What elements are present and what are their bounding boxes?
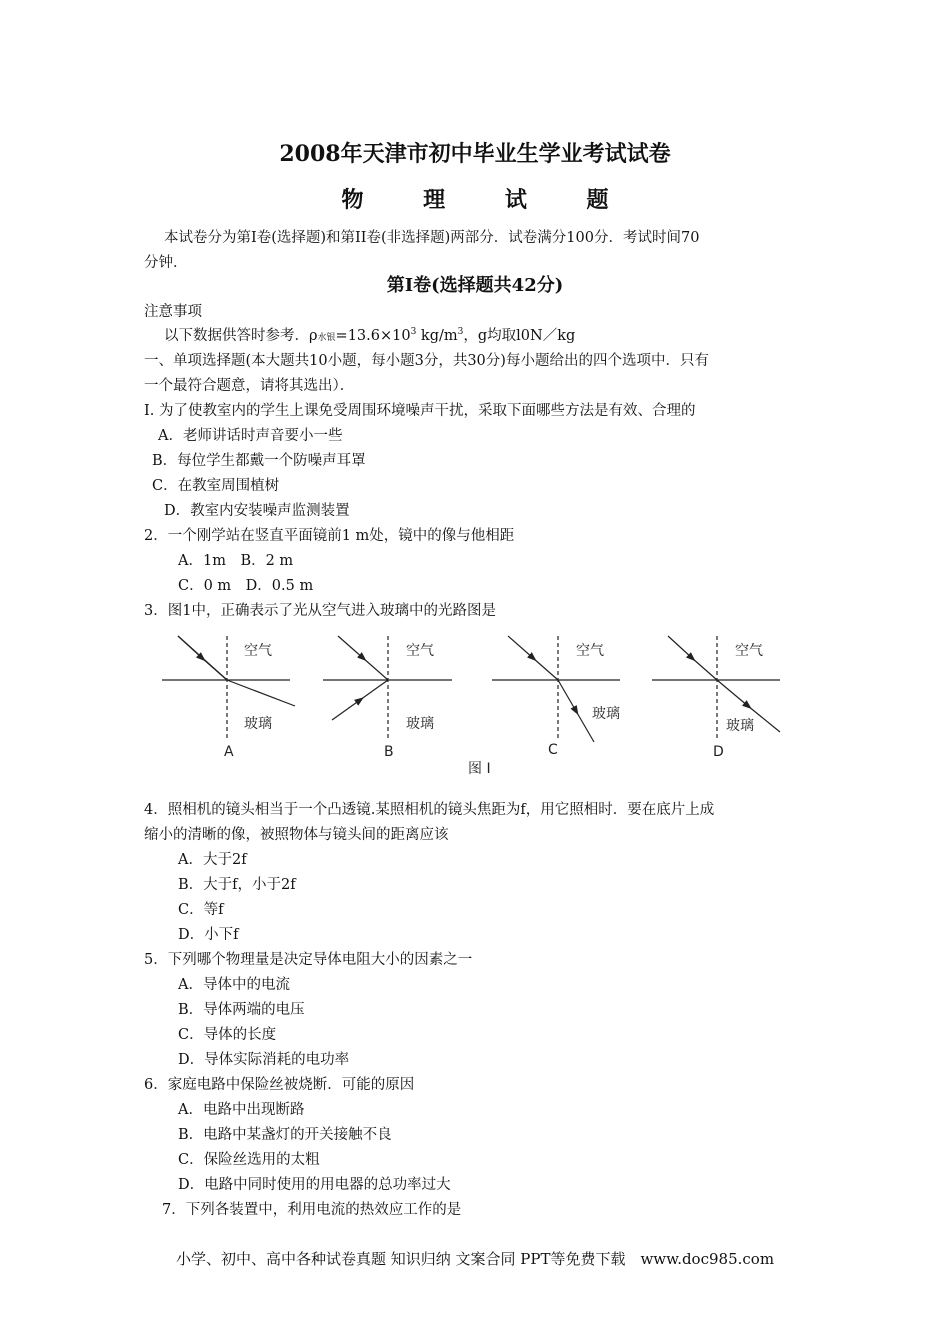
diagram-d-label: D — [713, 744, 724, 760]
q4-stem-line-1: 4．照相机的镜头相当于一个凸透镜.某照相机的镜头焦距为f，用它照相时．要在底片上成 — [144, 802, 715, 818]
diagram-b-label: B — [384, 744, 394, 760]
diagram-a-glass-label: 玻璃 — [244, 716, 272, 732]
notice-label: 注意事项 — [144, 304, 202, 320]
q5-option-b: B．导体两端的电压 — [178, 1002, 305, 1018]
part-1-instructions-line-2: 一个最符合题意，请将其选出）． — [144, 378, 355, 394]
q1-option-b: B．每位学生都戴一个防噪声耳罩 — [152, 453, 366, 469]
q2-options-ab: A．1m B．2 m — [178, 553, 294, 569]
q1-option-a: A．老师讲话时声音要小一些 — [158, 428, 343, 444]
q6-option-d: D．电路中同时使用的用电器的总功率过大 — [178, 1177, 451, 1193]
q6-option-a: A．电路中出现断路 — [178, 1102, 305, 1118]
q5-option-a: A．导体中的电流 — [178, 977, 290, 993]
diagram-b-air-label: 空气 — [406, 643, 434, 659]
reference-value: =13.6×10 — [335, 328, 411, 344]
diagram-c-air-label: 空气 — [576, 643, 604, 659]
q5-option-d: D．导体实际消耗的电功率 — [178, 1052, 350, 1068]
q1-option-c: C．在教室周围植树 — [152, 478, 280, 494]
q7-stem: 7．下列各装置中，利用电流的热效应工作的是 — [162, 1202, 462, 1218]
reference-sub: 水银 — [317, 333, 336, 343]
q5-stem: 5．下列哪个物理量是决定导体电阻大小的因素之一 — [144, 952, 473, 968]
diagram-b-glass-label: 玻璃 — [406, 716, 434, 732]
q6-option-b: B．电路中某盏灯的开关接触不良 — [178, 1127, 392, 1143]
q2-options-cd: C．0 m D．0.5 m — [178, 578, 314, 594]
q4-option-c: C．等f — [178, 902, 224, 918]
diagram-a-label: A — [224, 744, 234, 760]
reference-unit: kg/m — [416, 328, 458, 344]
intro-line-1: 本试卷分为第Ⅰ卷(选择题)和第II卷(非选择题)两部分．试卷满分100分．考试时间70 — [164, 230, 700, 246]
q6-stem: 6．家庭电路中保险丝被烧断．可能的原因 — [144, 1077, 415, 1093]
q4-stem-line-2: 缩小的清晰的像，被照物体与镜头间的距离应该 — [144, 827, 449, 843]
diagram-d-air-label: 空气 — [735, 643, 763, 659]
diagram-a — [162, 636, 295, 738]
diagram-c-label: C — [548, 742, 558, 758]
reference-unit-exp: 3 — [457, 327, 464, 338]
reference-prefix: 以下数据供答时参考．ρ — [164, 328, 318, 344]
diagram-c-glass-label: 玻璃 — [592, 706, 620, 722]
q4-option-d: D．小下f — [178, 927, 239, 943]
q5-option-c: C．导体的长度 — [178, 1027, 277, 1043]
q1-stem: I. 为了使教室内的学生上课免受周围环境噪声干扰，采取下面哪些方法是有效、合理的 — [144, 403, 696, 419]
q1-option-d: D．教室内安装噪声监测装置 — [164, 503, 350, 519]
figure-caption: 图 I — [468, 761, 491, 777]
diagram-a-air-label: 空气 — [244, 643, 272, 659]
reference-data — [164, 326, 575, 348]
exam-title: 2008年天津市初中毕业生学业考试试卷 — [279, 141, 671, 167]
section-1-title: 第Ⅰ卷(选择题共42分) — [386, 275, 564, 296]
figure-1-light-refraction — [150, 628, 790, 778]
q2-stem: 2．一个刚学站在竖直平面镜前1 m处，镜中的像与他相距 — [144, 528, 515, 544]
intro-line-2: 分钟． — [144, 255, 188, 271]
reference-exp: 3 — [410, 327, 417, 338]
q6-option-c: C．保险丝选用的太粗 — [178, 1152, 320, 1168]
exam-subtitle: 物 理 试 题 — [341, 187, 635, 213]
q4-option-b: B．大于f，小于2f — [178, 877, 296, 893]
part-1-instructions-line-1: 一、单项选择题(本大题共10小题，每小题3分，共30分)每小题给出的四个选项中．只有 — [144, 353, 709, 369]
q4-option-a: A．大于2f — [178, 852, 247, 868]
reference-suffix: ，g均取l0N／kg — [463, 328, 576, 344]
page-footer: 小学、初中、高中各种试卷真题 知识归纳 文案合同 PPT等免费下载 www.doc985.com — [175, 1250, 775, 1268]
diagram-d-glass-label: 玻璃 — [726, 718, 754, 734]
q3-stem: 3．图1中，正确表示了光从空气进入玻璃中的光路图是 — [144, 603, 496, 619]
